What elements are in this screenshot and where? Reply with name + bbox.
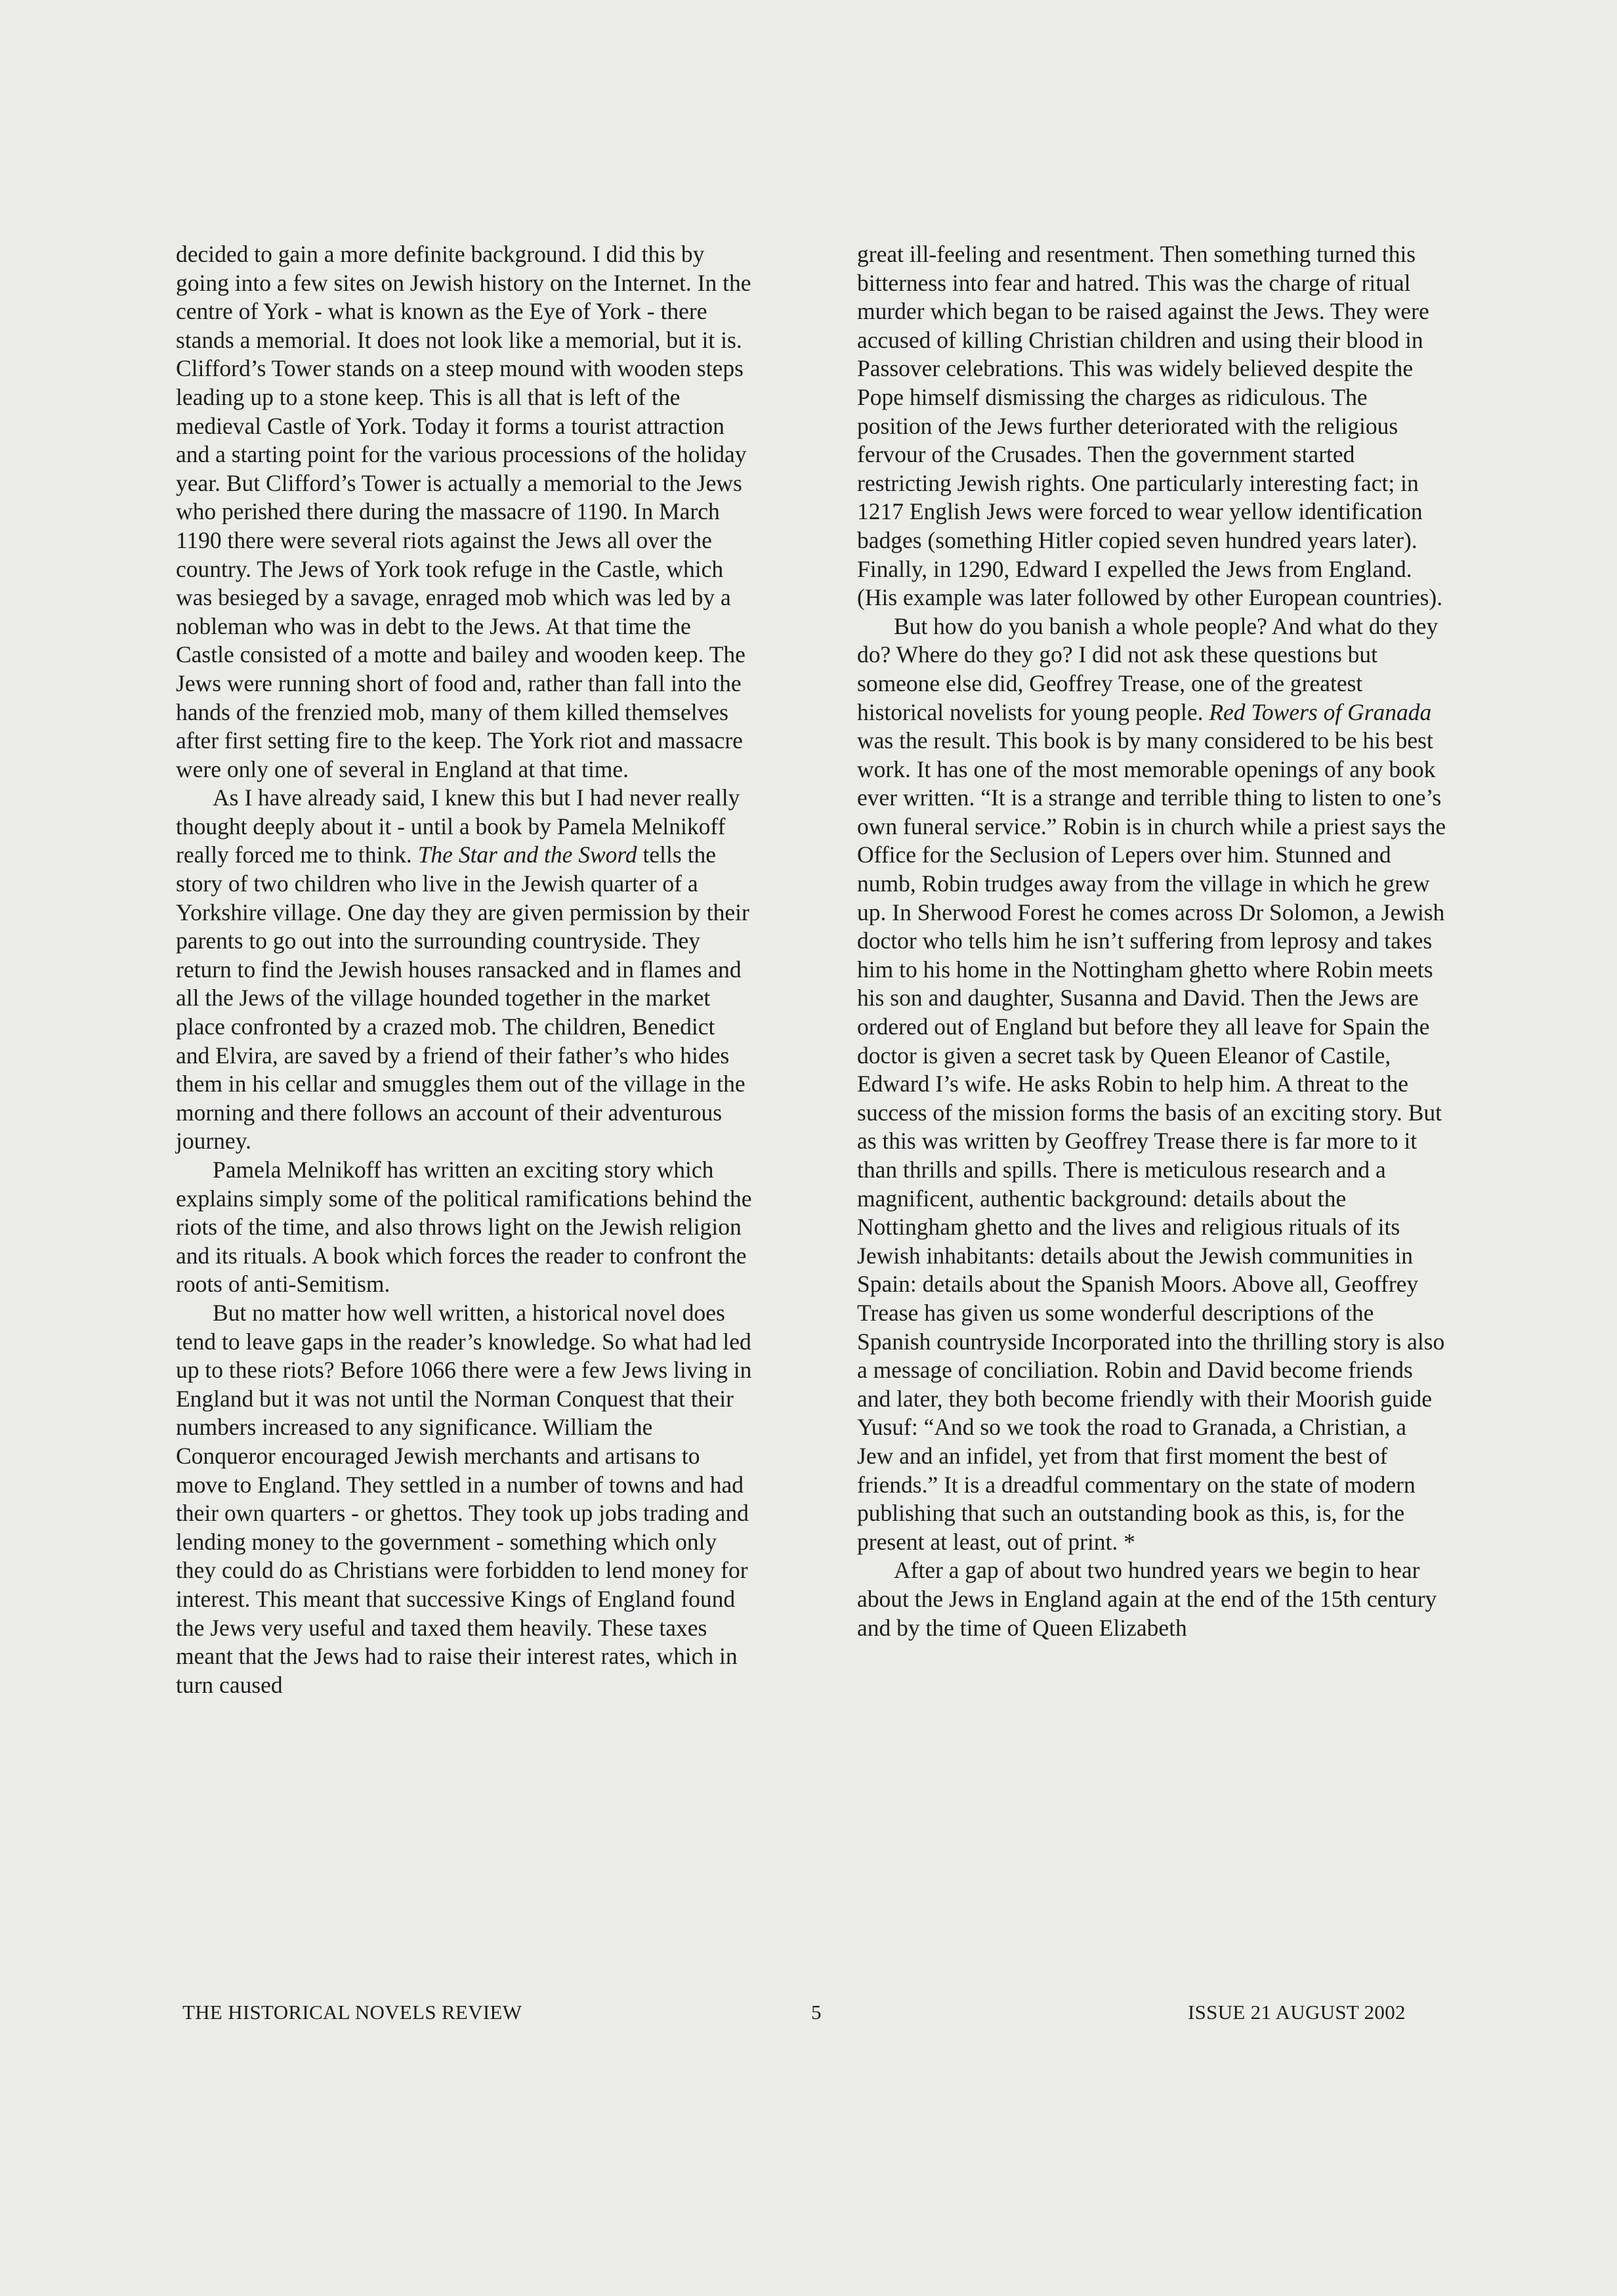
footer-page-number: 5	[811, 2001, 822, 2024]
footer-publication-title: THE HISTORICAL NOVELS REVIEW	[182, 2001, 522, 2024]
left-paragraph-2	[176, 784, 753, 1156]
book-title-red-towers-of-granada: Red Towers of Granada	[1209, 698, 1432, 725]
left-paragraph-2-text-a: As I have already said, I knew this but I had never really thought deeply about it - until a book by Pamela Melnikoff really forced me to think.	[176, 784, 740, 868]
right-column	[857, 240, 1448, 1642]
left-paragraph-1: decided to gain a more definite background. I did this by going into a few sites on Jewish history on the Internet. In the centre of York - what is known as the Eye of York - there stands a memorial. It does not look like a memorial, but it is. Clifford’s Tower stands on a steep mound with wooden steps leading up to a stone keep. This is all that is left of the medieval Castle of York. Today it forms a tourist attraction and a starting point for the various processions of the holiday year. But Clifford’s Tower is actually a memorial to the Jews who perished there during the massacre of 1190. In March 1190 there were several riots against the Jews all over the country. The Jews of York took refuge in the Castle, which was besieged by a savage, enraged mob which was led by a nobleman who was in debt to the Jews. At that time the Castle consisted of a motte and bailey and wooden keep. The Jews were running short of food and, rather than fall into the hands of the frenzied mob, many of them killed themselves after first setting fire to the keep. The York riot and massacre were only one of several in England at that time.	[176, 241, 751, 782]
left-paragraph-2-text-b: tells the story of two children who live in the Jewish quarter of a Yorkshire village. One day they are given permission by their parents to go out into the surrounding countryside. They return to find the Jewish houses ransacked and in flames and all the Jews of the village hounded together in the market place confronted by a crazed mob. The children, Benedict and Elvira, are saved by a friend of their father’s who hides them in his cellar and smuggles them out of the village in the morning and there follows an account of their adventurous journey.	[176, 841, 749, 1155]
left-paragraph-4: But no matter how well written, a historical novel does tend to leave gaps in the reader’s knowledge. So what had led up to these riots? Before 1066 there were a few Jews living in England but it was not until the Norman Conquest that their numbers increased to any significance. William the Conqueror encouraged Jewish merchants and artisans to move to England. They settled in a number of towns and had their own quarters - or ghettos. They took up jobs trading and lending money to the government - something which only they could do as Christians were forbidden to lend money for interest. This meant that successive Kings of England found the Jews very useful and taxed them heavily. These taxes meant that the Jews had to raise their interest rates, which in turn caused	[176, 1299, 752, 1698]
left-column	[176, 240, 753, 1699]
left-paragraph-3: Pamela Melnikoff has written an exciting story which explains simply some of the political ramifications behind the riots of the time, and also throws light on the Jewish religion and its rituals. A book which forces the reader to confront the roots of anti-Semitism.	[176, 1157, 752, 1298]
right-paragraph-1: great ill-feeling and resentment. Then something turned this bitterness into fear and hatred. This was the charge of ritual murder which began to be raised against the Jews. They were accused of killing Christian children and using their blood in Passover celebrations. This was widely believed despite the Pope himself dismissing the charges as ridiculous. The position of the Jews further deteriorated with the religious fervour of the Crusades. Then the government started restricting Jewish rights. One particularly interesting fact; in 1217 English Jews were forced to wear yellow identification badges (something Hitler copied seven hundred years later). Finally, in 1290, Edward I expelled the Jews from England. (His example was later followed by other European countries).	[857, 241, 1443, 611]
right-paragraph-2-text-a: But how do you banish a whole people? And what do they do? Where do they go? I did not ask these questions but someone else did, Geoffrey Trease, one of the greatest historical novelists for young people.	[857, 612, 1438, 725]
right-paragraph-3: After a gap of about two hundred years we begin to hear about the Jews in England again at the end of the 15th century and by the time of Queen Elizabeth	[857, 1557, 1437, 1641]
right-paragraph-2	[857, 612, 1448, 1557]
book-title-star-and-sword: The Star and the Sword	[417, 841, 637, 868]
footer-issue-date: ISSUE 21 AUGUST 2002	[1188, 2001, 1406, 2024]
right-paragraph-2-text-b: was the result. This book is by many considered to be his best work. It has one of the most memorable openings of any book ever written. “It is a strange and terrible thing to listen to one’s own funeral service.” Robin is in church while a priest says the Office for the Seclusion of Lepers over him. Stunned and numb, Robin trudges away from the village in which he grew up. In Sherwood Forest he comes across Dr Solomon, a Jewish doctor who tells him he isn’t suffering from leprosy and takes him to his home in the Nottingham ghetto where Robin meets his son and daughter, Susanna and David. Then the Jews are ordered out of England but before they all leave for Spain the doctor is given a secret task by Queen Eleanor of Castile, Edward I’s wife. He asks Robin to help him. A threat to the success of the mission forms the basis of an exciting story. But as this was written by Geoffrey Trease there is far more to it than thrills and spills. There is meticulous research and a magnificent, authentic background: details about the Nottingham ghetto and the lives and religious rituals of its Jewish inhabitants: details about the Jewish communities in Spain: details about the Spanish Moors. Above all, Geoffrey Trease has given us some wonderful descriptions of the Spanish countryside Incorporated into the thrilling story is also a message of conciliation. Robin and David become friends and later, they both become friendly with their Moorish guide Yusuf: “And so we took the road to Granada, a Christian, a Jew and an infidel, yet from that first moment the best of friends.” It is a dreadful commentary on the state of modern publishing that such an outstanding book as this, is, for the present at least, out of print. *	[857, 727, 1446, 1555]
